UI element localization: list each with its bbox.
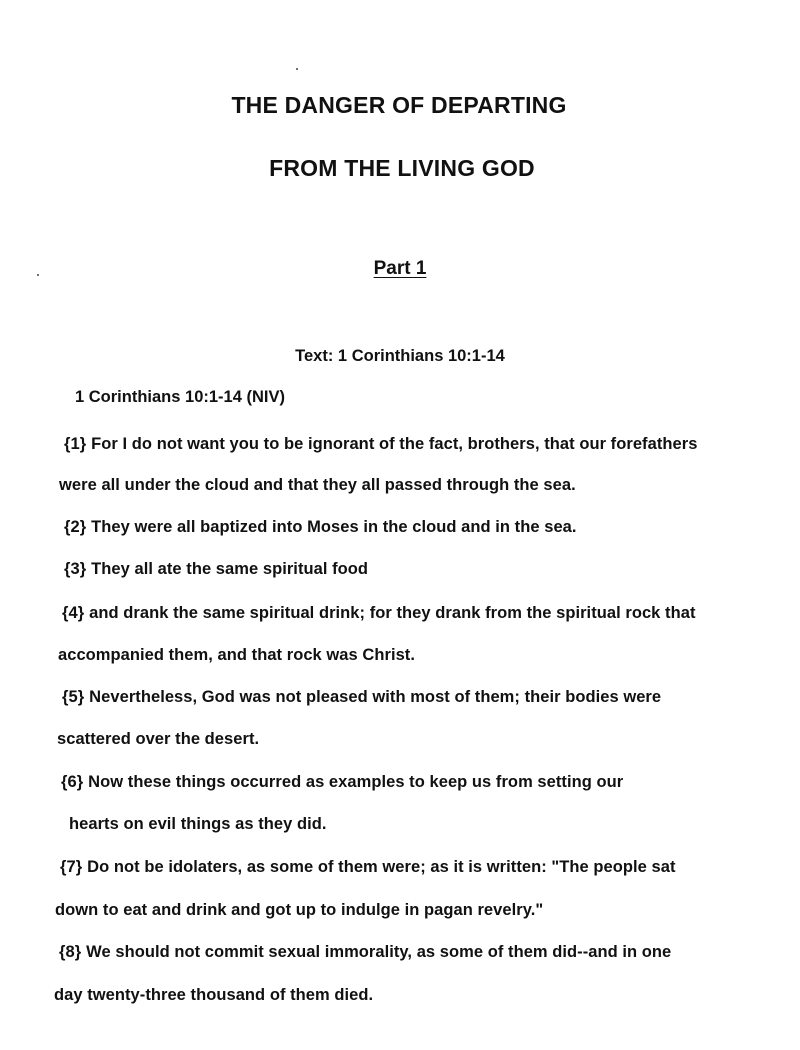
verse-line	[64, 518, 577, 537]
verse-number: {2}	[64, 518, 87, 536]
verse-line	[62, 688, 661, 707]
verse-text: For I do not want you to be ignorant of the fact, brothers, that our forefathers	[91, 435, 698, 453]
verse-line	[61, 773, 623, 792]
verse-text: We should not commit sexual immorality, as some of them did--and in one	[86, 943, 672, 961]
verse-line	[55, 901, 543, 920]
verse-number: {4}	[62, 604, 85, 622]
passage-heading: 1 Corinthians 10:1-14 (NIV)	[75, 388, 285, 406]
title-line-2: FROM THE LIVING GOD	[269, 155, 535, 181]
verse-number: {3}	[64, 560, 87, 578]
title-line-1: THE DANGER OF DEPARTING	[231, 92, 567, 118]
verse-line	[59, 943, 671, 962]
verse-line	[60, 858, 676, 877]
verse-text: Now these things occurred as examples to keep us from setting our	[88, 773, 624, 791]
text-reference: Text: 1 Corinthians 10:1-14	[295, 347, 505, 365]
verse-text: Nevertheless, God was not pleased with most of them; their bodies were	[89, 688, 662, 706]
verse-text: scattered over the desert.	[57, 730, 260, 748]
verse-line	[58, 646, 415, 665]
verse-text: accompanied them, and that rock was Christ.	[58, 646, 415, 664]
part-heading: Part 1	[373, 258, 427, 279]
verse-number: {8}	[59, 943, 82, 961]
verse-line	[64, 560, 368, 579]
verse-line	[62, 604, 696, 623]
scan-speck	[296, 68, 298, 70]
verse-text: They were all baptized into Moses in the cloud and in the sea.	[91, 518, 577, 536]
verse-text: down to eat and drink and got up to indulge in pagan revelry."	[55, 901, 544, 919]
verse-number: {5}	[62, 688, 85, 706]
verse-text: hearts on evil things as they did.	[69, 815, 327, 833]
verse-number: {1}	[64, 435, 87, 453]
verse-line	[69, 815, 327, 834]
verse-text: day twenty-three thousand of them died.	[54, 986, 374, 1004]
verse-number: {7}	[60, 858, 83, 876]
verse-number: {6}	[61, 773, 84, 791]
verse-text: They all ate the same spiritual food	[91, 560, 369, 578]
verse-line	[64, 435, 697, 454]
verse-text: Do not be idolaters, as some of them were; as it is written: "The people sat	[87, 858, 676, 876]
verse-text: and drank the same spiritual drink; for they drank from the spiritual rock that	[89, 604, 696, 622]
verse-text: were all under the cloud and that they all passed through the sea.	[59, 476, 576, 494]
verse-line	[57, 730, 259, 749]
verse-line	[54, 986, 373, 1005]
verse-line	[59, 476, 576, 495]
